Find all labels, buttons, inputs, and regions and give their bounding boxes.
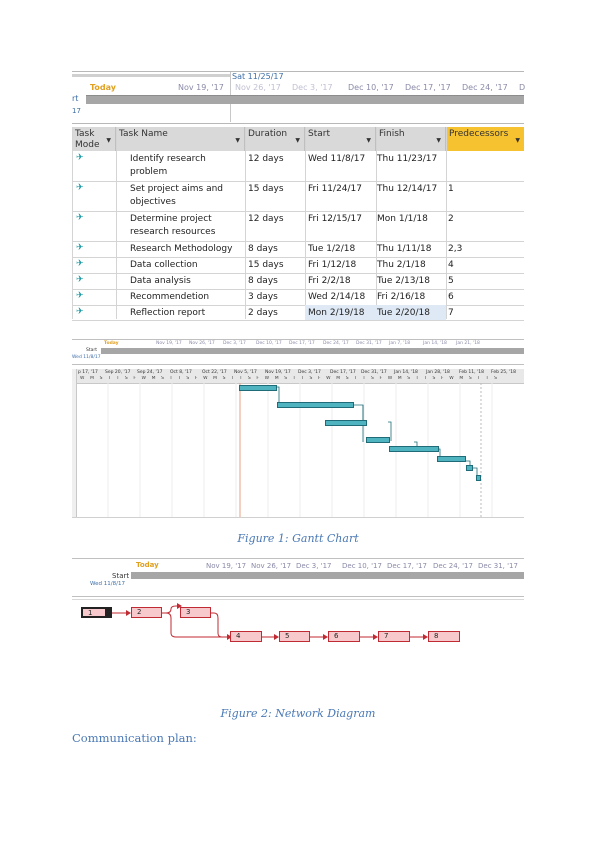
gantt-bar-task-2[interactable] — [277, 402, 354, 408]
duration-cell: 8 days — [248, 244, 278, 254]
network-start-date: Wed 11/8/17 — [90, 581, 125, 587]
header-task-mode[interactable] — [72, 127, 116, 151]
timeline-date: Dec 10, '17 — [348, 83, 394, 92]
dropdown-caret-icon[interactable]: ▼ — [366, 137, 371, 144]
figure-1-caption: Figure 1: Gantt Chart — [237, 532, 359, 545]
header-duration[interactable] — [245, 127, 305, 151]
duration-cell: 15 days — [248, 260, 284, 270]
duration-cell: 12 days — [248, 154, 284, 164]
gantt-start-date: Wed 11/8/17 — [72, 355, 101, 360]
table-row[interactable] — [72, 273, 524, 290]
timeline-start-label: rt — [72, 94, 79, 103]
network-node-6[interactable] — [328, 631, 360, 642]
communication-plan-heading: Communication plan: — [72, 731, 197, 745]
manual-task-pin-icon: ✈ — [76, 243, 84, 253]
network-date: Nov 26, '17 — [251, 562, 292, 570]
network-date: Dec 3, '17 — [296, 562, 332, 570]
start-cell: Wed 2/14/18 — [308, 292, 366, 302]
gantt-separator — [72, 364, 524, 365]
network-node-label: 2 — [137, 608, 142, 616]
gantt-week: Nov 19, '17 — [265, 370, 291, 375]
predecessors-cell: 7 — [448, 308, 454, 318]
network-node-label: 1 — [88, 609, 93, 617]
manual-task-pin-icon: ✈ — [76, 153, 84, 163]
network-date: Dec 17, '17 — [387, 562, 427, 570]
timeline-date: Nov 19, '17 — [178, 83, 224, 92]
dropdown-caret-icon[interactable]: ▼ — [295, 137, 300, 144]
network-start-label: Start — [112, 572, 130, 580]
start-cell: Fri 2/2/18 — [308, 276, 351, 286]
predecessors-cell: 2,3 — [448, 244, 463, 254]
network-node-3[interactable] — [180, 607, 211, 618]
network-node-1[interactable] — [81, 607, 112, 618]
network-separator — [72, 596, 524, 597]
table-row[interactable] — [72, 211, 524, 242]
header-finish[interactable] — [376, 127, 446, 151]
gantt-top-line — [72, 339, 524, 340]
gantt-summary-bar — [101, 348, 524, 354]
timeline-date: Dec 24, '17 — [462, 83, 508, 92]
gantt-bar-task-3[interactable] — [325, 420, 367, 426]
task-name-cell: Data collection — [130, 260, 198, 270]
network-node-label: 5 — [285, 632, 290, 640]
timeline-date: Nov 26, '17 — [235, 83, 281, 92]
table-row[interactable] — [72, 257, 524, 274]
start-cell: Tue 1/2/18 — [308, 244, 356, 254]
gantt-top-date: Jan 14, '18 — [423, 341, 447, 346]
gantt-top-date: Nov 26, '17 — [189, 341, 215, 346]
timeline-bar — [86, 95, 524, 104]
finish-cell: Fri 2/16/18 — [377, 292, 426, 302]
table-row[interactable] — [72, 289, 524, 306]
header-duration-label: Duration — [248, 129, 288, 139]
gantt-bar-task-4[interactable] — [366, 437, 390, 443]
task-name-cell: Determine project research resources — [130, 214, 216, 237]
table-row[interactable] — [72, 305, 524, 321]
finish-cell: Thu 1/11/18 — [377, 244, 432, 254]
duration-cell: 15 days — [248, 184, 284, 194]
gantt-week: Dec 17, '17 — [330, 370, 356, 375]
gantt-top-date: Nov 19, '17 — [156, 341, 182, 346]
gantt-bar-task-7[interactable] — [466, 465, 473, 471]
predecessors-cell: 4 — [448, 260, 454, 270]
finish-cell: Thu 12/14/17 — [377, 184, 438, 194]
manual-task-pin-icon: ✈ — [76, 259, 84, 269]
dropdown-caret-icon[interactable]: ▼ — [106, 137, 111, 144]
task-name-cell: Identify research problem — [130, 154, 206, 177]
gantt-bottom-line — [72, 517, 524, 518]
task-name-cell: Research Methodology — [130, 244, 233, 254]
gantt-top-date: Dec 24, '17 — [323, 341, 349, 346]
gantt-week: Sep 20, '17 — [105, 370, 131, 375]
gantt-top-date: Jan 21, '18 — [456, 341, 480, 346]
table-row[interactable] — [72, 151, 524, 182]
gantt-week: Jan 28, '18 — [426, 370, 450, 375]
manual-task-pin-icon: ✈ — [76, 307, 84, 317]
manual-task-pin-icon: ✈ — [76, 275, 84, 285]
gantt-top-date: Dec 10, '17 — [256, 341, 282, 346]
finish-cell-selected[interactable]: Tue 2/20/18 — [376, 305, 446, 320]
gantt-week: Oct 22, '17 — [202, 370, 227, 375]
start-cell: Wed 11/8/17 — [308, 154, 366, 164]
gantt-bar-task-5[interactable] — [389, 446, 439, 452]
network-node-4[interactable] — [230, 631, 262, 642]
network-today-label: Today — [136, 561, 159, 569]
predecessors-cell: 6 — [448, 292, 454, 302]
gantt-today-label: Today — [104, 341, 119, 346]
gantt-day-letters: W M S T T S F W M S T T S F W M S T T S F W M S T T S F W M S T T S F W M S T T S F W M S T T S — [80, 376, 500, 381]
timeline-date: D — [519, 83, 526, 92]
network-node-label: 3 — [186, 608, 191, 616]
network-node-7[interactable] — [378, 631, 410, 642]
gantt-week: Dec 31, '17 — [361, 370, 387, 375]
gantt-bar-task-6[interactable] — [437, 456, 466, 462]
timeline-top-line — [72, 71, 524, 72]
header-finish-label: Finish — [379, 129, 405, 139]
gantt-week: Nov 5, '17 — [234, 370, 257, 375]
dropdown-caret-icon[interactable]: ▼ — [235, 137, 240, 144]
timeline-date: Dec 17, '17 — [405, 83, 451, 92]
gantt-top-date: Dec 3, '17 — [223, 341, 246, 346]
timeline-bottom-line — [72, 123, 524, 124]
predecessors-cell: 1 — [448, 184, 454, 194]
network-node-2[interactable] — [131, 607, 162, 618]
gantt-week: Feb 25, '18 — [491, 370, 516, 375]
network-node-label: 4 — [236, 632, 241, 640]
network-top-line — [72, 558, 524, 559]
duration-cell: 12 days — [248, 214, 284, 224]
figure-2-caption: Figure 2: Network Diagram — [220, 707, 376, 720]
network-date: Dec 31, '17 — [478, 562, 518, 570]
gantt-top-date: Dec 31, '17 — [356, 341, 382, 346]
header-predecessors-label: Predecessors — [449, 129, 509, 139]
network-date: Dec 24, '17 — [433, 562, 473, 570]
manual-task-pin-icon: ✈ — [76, 183, 84, 193]
gantt-week: Feb 11, '18 — [459, 370, 484, 375]
gantt-week: p 17, '17 — [78, 370, 98, 375]
network-node-8[interactable] — [428, 631, 460, 642]
start-cell: Fri 12/15/17 — [308, 214, 363, 224]
timeline-date: Dec 3, '17 — [292, 83, 333, 92]
gantt-week: Dec 3, '17 — [298, 370, 321, 375]
gantt-top-date: Dec 17, '17 — [289, 341, 315, 346]
header-start[interactable] — [305, 127, 376, 151]
gantt-bar-task-8[interactable] — [476, 475, 481, 481]
timeline-date-marker: Sat 11/25/17 — [232, 72, 284, 81]
task-name-cell: Set project aims and objectives — [130, 184, 224, 207]
gantt-week: Jan 14, '18 — [394, 370, 418, 375]
timeline-shade — [72, 74, 230, 77]
start-cell: Fri 11/24/17 — [308, 184, 363, 194]
header-task-mode-label: Task Mode — [75, 129, 100, 150]
header-task-name-label: Task Name — [119, 129, 168, 139]
gantt-bar-task-1[interactable] — [239, 385, 277, 391]
header-predecessors[interactable] — [446, 127, 524, 151]
network-node-label: 8 — [434, 632, 439, 640]
finish-cell: Thu 2/1/18 — [377, 260, 426, 270]
gantt-week: Sep 24, '17 — [137, 370, 163, 375]
manual-task-pin-icon: ✈ — [76, 291, 84, 301]
duration-cell: 2 days — [248, 308, 278, 318]
finish-cell: Mon 1/1/18 — [377, 214, 428, 224]
predecessors-cell: 2 — [448, 214, 454, 224]
finish-cell: Tue 2/13/18 — [377, 276, 430, 286]
dropdown-caret-icon[interactable]: ▼ — [436, 137, 441, 144]
dropdown-caret-icon[interactable]: ▼ — [515, 137, 520, 144]
network-date: Nov 19, '17 — [206, 562, 247, 570]
gantt-start-label: Start — [86, 348, 97, 353]
timeline-start-date: 17 — [72, 107, 81, 115]
gantt-week: Oct 8, '17 — [170, 370, 192, 375]
duration-cell: 3 days — [248, 292, 278, 302]
start-cell-selected[interactable]: Mon 2/19/18 — [305, 305, 376, 320]
network-node-5[interactable] — [279, 631, 310, 642]
task-name-cell: Reflection report — [130, 308, 206, 318]
start-cell: Fri 1/12/18 — [308, 260, 357, 270]
header-start-label: Start — [308, 129, 330, 139]
duration-cell: 8 days — [248, 276, 278, 286]
header-task-name[interactable] — [116, 127, 245, 151]
network-summary-bar — [131, 572, 524, 579]
network-date: Dec 10, '17 — [342, 562, 382, 570]
table-row[interactable] — [72, 181, 524, 212]
network-node-label: 6 — [334, 632, 339, 640]
timeline-today-label: Today — [90, 83, 116, 92]
task-name-cell: Recommendetion — [130, 292, 210, 302]
finish-cell: Thu 11/23/17 — [377, 154, 438, 164]
manual-task-pin-icon: ✈ — [76, 213, 84, 223]
critical-marker — [105, 609, 110, 616]
gantt-top-date: Jan 7, '18 — [389, 341, 411, 346]
predecessors-cell: 5 — [448, 276, 454, 286]
task-name-cell: Data analysis — [130, 276, 191, 286]
network-node-label: 7 — [384, 632, 389, 640]
table-row[interactable] — [72, 241, 524, 258]
